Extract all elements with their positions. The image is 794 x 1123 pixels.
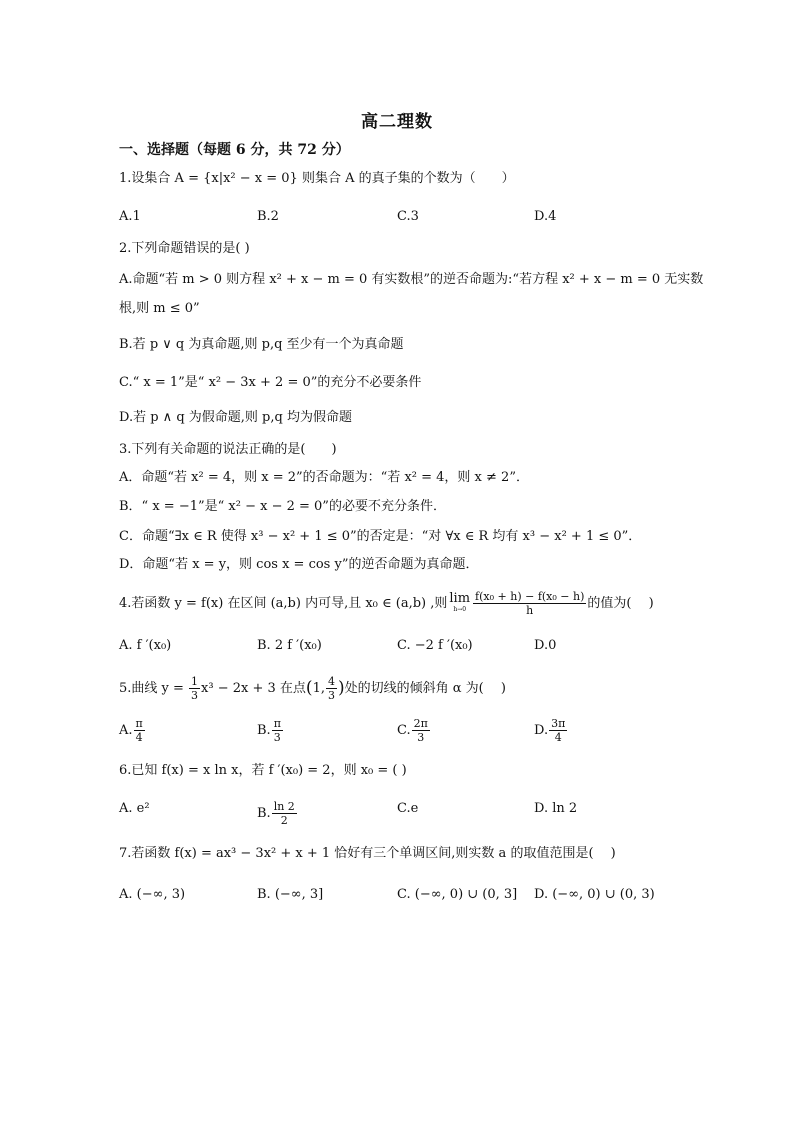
q5-option-c-den: 3 (417, 731, 425, 744)
q4-lim-sub: h→0 (453, 605, 467, 613)
q5-option-a (119, 717, 146, 744)
q4-option-b: B. 2 f ′(x₀) (257, 638, 322, 653)
q2-option-b: B.若 p ∨ q 为真命题,则 p,q 至少有一个为真命题 (119, 337, 404, 352)
q5-option-b-den: 3 (273, 731, 281, 744)
page-title: 高二理数 (361, 112, 433, 132)
q3-option-d: D．命题“若 x = y，则 cos x = cos y”的逆否命题为真命题． (119, 557, 479, 572)
q5-option-a-den: 4 (135, 731, 143, 744)
q6-option-b-num: ln 2 (273, 800, 295, 813)
q5-option-d-prefix: D. (534, 723, 549, 738)
q1-option-d: D.4 (534, 209, 557, 224)
q7-stem: 7.若函数 f(x) = ax³ − 3x² + x + 1 恰好有三个单调区间,则实数 a 的取值范围是( ) (119, 846, 616, 861)
q5-option-c (397, 717, 431, 744)
q4-option-c: C. −2 f ′(x₀) (397, 638, 473, 653)
q5-stem (119, 675, 506, 702)
q5-coef-num: 1 (191, 675, 199, 688)
q5-option-b (257, 717, 284, 744)
q4-stem-b: 的值为( ) (587, 596, 654, 611)
q1-option-a: A.1 (119, 209, 141, 224)
q5-point-num: 4 (327, 675, 335, 688)
q4-fraction (473, 590, 586, 617)
q5-option-d-den: 4 (554, 731, 562, 744)
q5-option-b-frac (272, 717, 283, 744)
q5-option-a-prefix: A. (119, 723, 133, 738)
q5-option-a-num: π (135, 717, 143, 730)
q5-option-d-frac (549, 717, 567, 744)
q3-option-a: A．命题“若 x² = 4，则 x = 2”的否命题为：“若 x² = 4，则 x ≠ 2”． (119, 470, 529, 485)
q5-right-paren: ) (337, 678, 345, 698)
q3-option-c: C．命题“∃x ∈ R 使得 x³ − x² + 1 ≤ 0”的否定是：“对 ∀x ∈ R 均有 x³ − x² + 1 ≤ 0”． (119, 529, 642, 544)
section-heading: 一、选择题（每题 6 分，共 72 分） (119, 142, 350, 158)
q5-left-paren: ( (305, 678, 313, 698)
q6-option-b (257, 800, 298, 827)
q1-stem-a: 1.设集合 (119, 171, 175, 186)
q5-option-d-num: 3π (551, 717, 566, 730)
q2-option-a-line1: A.命题“若 m > 0 则方程 x² + x − m = 0 有实数根”的逆否命题为:“若方程 x² + x − m = 0 无实数 (119, 272, 704, 287)
q4-stem (119, 590, 654, 617)
q5-point-den: 3 (327, 689, 335, 702)
q5-option-c-frac (412, 717, 430, 744)
q6-option-a: A. e² (119, 801, 150, 816)
q5-coef (189, 675, 200, 702)
q4-frac-den: h (526, 604, 534, 617)
q6-option-b-prefix: B. (257, 806, 271, 821)
q5-coef-den: 3 (191, 689, 199, 702)
q5-stem-a: 5.曲线 y = (119, 681, 189, 696)
q7-option-c: C. (−∞, 0) ∪ (0, 3] (397, 887, 518, 902)
q5-point-a: 1, (312, 681, 325, 696)
q4-frac-num: f(x₀ + h) − f(x₀ − h) (475, 590, 585, 603)
q5-option-b-prefix: B. (257, 723, 271, 738)
q4-option-d: D.0 (534, 638, 557, 653)
q4-option-a: A. f ′(x₀) (119, 638, 172, 653)
q1-stem-b: 则集合 A 的真子集的个数为（ ） (297, 171, 515, 186)
q5-option-c-num: 2π (413, 717, 428, 730)
q3-stem: 3.下列有关命题的说法正确的是( ) (119, 442, 337, 457)
q3-option-b: B．“ x = −1”是“ x² − x − 2 = 0”的必要不充分条件． (119, 499, 446, 514)
q2-stem: 2.下列命题错误的是( ) (119, 241, 250, 256)
q7-option-a: A. (−∞, 3) (119, 887, 186, 902)
q1-option-c: C.3 (397, 209, 419, 224)
q5-option-d (534, 717, 568, 744)
q5-option-a-frac (134, 717, 145, 744)
q1-stem-set: A = {x|x² − x = 0} (174, 171, 298, 186)
q5-stem-c: 处的切线的倾斜角 α 为( ) (344, 681, 506, 696)
q6-stem: 6.已知 f(x) = x ln x，若 f ′(x₀) = 2，则 x₀ = ( ) (119, 763, 407, 778)
q7-option-d: D. (−∞, 0) ∪ (0, 3) (534, 887, 655, 902)
q4-lim-word: lim (449, 590, 471, 606)
q2-option-a-line2: 根,则 m ≤ 0” (119, 301, 200, 316)
q6-option-b-den: 2 (280, 814, 288, 827)
q7-option-b: B. (−∞, 3] (257, 887, 324, 902)
q4-stem-a: 4.若函数 y = f(x) 在区间 (a,b) 内可导,且 x₀ ∈ (a,b) ,则 (119, 596, 448, 611)
q6-option-d: D. ln 2 (534, 801, 578, 816)
q2-option-c: C.“ x = 1”是“ x² − 3x + 2 = 0”的充分不必要条件 (119, 375, 422, 390)
q5-point-frac (326, 675, 337, 702)
q1-option-b: B.2 (257, 209, 279, 224)
q4-limit (449, 590, 471, 615)
q1-stem (119, 170, 515, 188)
q6-option-c: C.e (397, 801, 419, 816)
q2-option-d: D.若 p ∧ q 为假命题,则 p,q 均为假命题 (119, 410, 352, 425)
q5-option-b-num: π (273, 717, 281, 730)
q5-stem-b: x³ − 2x + 3 在点 (201, 681, 306, 696)
q6-option-b-frac (272, 800, 297, 827)
q5-option-c-prefix: C. (397, 723, 411, 738)
